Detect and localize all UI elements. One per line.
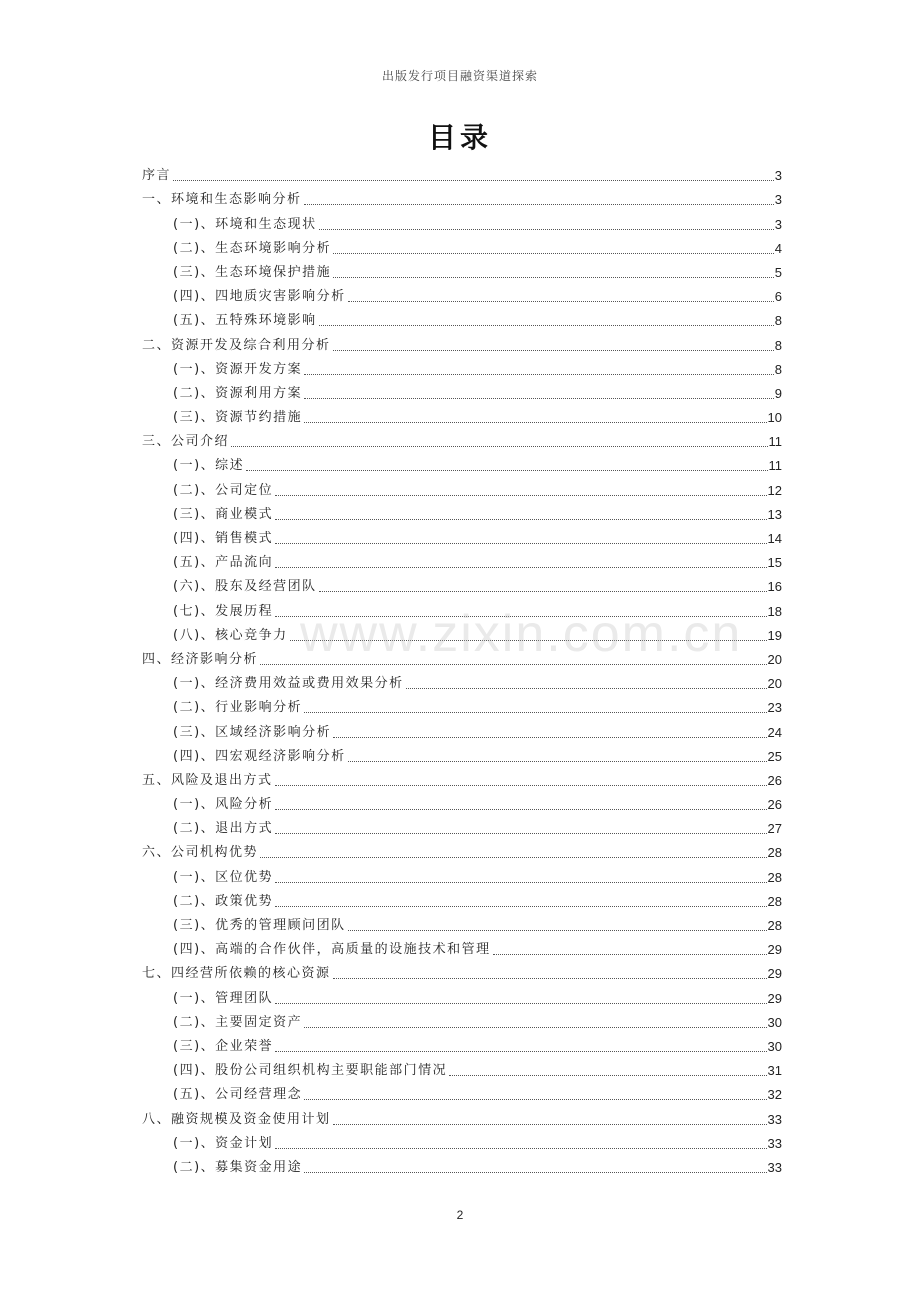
toc-entry[interactable] xyxy=(142,161,782,185)
toc-entry[interactable] xyxy=(142,475,782,499)
toc-leader-dots xyxy=(275,1148,766,1149)
toc-entry-page: 16 xyxy=(767,579,782,595)
toc-entry[interactable] xyxy=(142,959,782,983)
toc-entry-page: 13 xyxy=(767,506,782,522)
toc-entry-page: 3 xyxy=(774,192,782,208)
toc-entry[interactable] xyxy=(142,209,782,233)
toc-leader-dots xyxy=(304,1027,766,1028)
toc-entry[interactable] xyxy=(142,742,782,766)
toc-entry-page: 29 xyxy=(767,942,782,958)
toc-entry-label: 序言 xyxy=(142,168,172,184)
toc-entry-label: (五)、产品流向 xyxy=(173,555,274,571)
toc-entry[interactable] xyxy=(142,983,782,1007)
toc-entry-page: 8 xyxy=(774,313,782,329)
toc-leader-dots xyxy=(275,1003,766,1004)
toc-leader-dots xyxy=(260,664,767,665)
toc-leader-dots xyxy=(275,785,767,786)
toc-leader-dots xyxy=(275,519,766,520)
toc-entry-label: (一)、环境和生态现状 xyxy=(173,216,317,232)
toc-leader-dots xyxy=(275,616,766,617)
toc-leader-dots xyxy=(275,882,766,883)
toc-entry-label: (二)、行业影响分析 xyxy=(173,700,303,716)
toc-entry-label: (四)、四宏观经济影响分析 xyxy=(173,748,346,764)
toc-entry-label: (二)、退出方式 xyxy=(173,821,274,837)
toc-entry-page: 28 xyxy=(767,845,782,861)
toc-entry[interactable] xyxy=(142,524,782,548)
toc-entry[interactable] xyxy=(142,234,782,258)
toc-leader-dots xyxy=(231,446,767,447)
toc-entry[interactable] xyxy=(142,621,782,645)
toc-leader-dots xyxy=(275,543,766,544)
toc-entry-label: (二)、主要固定资产 xyxy=(173,1014,303,1030)
toc-entry[interactable] xyxy=(142,911,782,935)
toc-entry-label: (一)、资金计划 xyxy=(173,1135,274,1151)
toc-entry-label: 一、环境和生态影响分析 xyxy=(142,192,302,208)
toc-entry-label: 三、公司介绍 xyxy=(142,434,230,450)
toc-entry-label: (三)、资源节约措施 xyxy=(173,410,303,426)
toc-entry[interactable] xyxy=(142,717,782,741)
toc-leader-dots xyxy=(493,954,767,955)
running-header: 出版发行项目融资渠道探索 xyxy=(381,69,538,83)
toc-entry-page: 29 xyxy=(767,990,782,1006)
toc-entry-page: 29 xyxy=(767,966,782,982)
toc-entry-page: 33 xyxy=(767,1111,782,1127)
toc-entry[interactable] xyxy=(142,1129,782,1153)
toc-entry[interactable] xyxy=(142,1153,782,1177)
toc-entry-page: 28 xyxy=(767,893,782,909)
toc-entry-page: 25 xyxy=(767,748,782,764)
toc-entry-label: 二、资源开发及综合利用分析 xyxy=(142,337,331,353)
toc-leader-dots xyxy=(173,180,774,181)
toc-entry[interactable] xyxy=(142,403,782,427)
toc-leader-dots xyxy=(304,712,766,713)
toc-entry[interactable] xyxy=(142,596,782,620)
toc-entry-label: (八)、核心竞争力 xyxy=(173,627,288,643)
toc-entry-label: (四)、股份公司组织机构主要职能部门情况 xyxy=(173,1063,448,1079)
toc-leader-dots xyxy=(304,422,766,423)
toc-leader-dots xyxy=(304,1172,766,1173)
toc-entry-page: 11 xyxy=(768,434,782,450)
toc-entry-page: 33 xyxy=(767,1135,782,1151)
toc-entry[interactable] xyxy=(142,766,782,790)
toc-entry-label: (一)、风险分析 xyxy=(173,797,274,813)
toc-entry[interactable] xyxy=(142,1008,782,1032)
toc-entry-label: 六、公司机构优势 xyxy=(142,845,259,861)
toc-entry-label: (四)、四地质灾害影响分析 xyxy=(173,289,346,305)
toc-entry-label: (五)、五特殊环境影响 xyxy=(173,313,317,329)
toc-entry-label: (一)、管理团队 xyxy=(173,990,274,1006)
toc-entry-page: 18 xyxy=(767,603,782,619)
toc-entry-page: 9 xyxy=(774,385,782,401)
toc-leader-dots xyxy=(333,978,767,979)
toc-leader-dots xyxy=(304,374,774,375)
toc-leader-dots xyxy=(406,688,767,689)
toc-leader-dots xyxy=(304,1099,766,1100)
toc-entry[interactable] xyxy=(142,862,782,886)
toc-leader-dots xyxy=(275,567,766,568)
toc-entry[interactable] xyxy=(142,693,782,717)
toc-entry-page: 33 xyxy=(767,1159,782,1175)
toc-leader-dots xyxy=(319,229,774,230)
toc-entry-page: 10 xyxy=(767,410,782,426)
toc-leader-dots xyxy=(333,737,766,738)
toc-entry-page: 19 xyxy=(767,627,782,643)
toc-leader-dots xyxy=(304,204,774,205)
watermark: www.zixin.com.cn xyxy=(300,605,743,663)
toc-entry-page: 23 xyxy=(767,700,782,716)
toc-leader-dots xyxy=(449,1075,766,1076)
toc-entry-page: 6 xyxy=(774,289,782,305)
toc-entry-label: (一)、区位优势 xyxy=(173,869,274,885)
toc-entry-page: 28 xyxy=(767,918,782,933)
toc-entry[interactable] xyxy=(142,572,782,596)
toc-entry[interactable] xyxy=(142,355,782,379)
toc-entry-label: (四)、高端的合作伙伴，高质量的设施技术和管理 xyxy=(173,942,491,958)
toc-entry[interactable] xyxy=(142,669,782,693)
toc-entry[interactable] xyxy=(142,935,782,959)
toc-entry-label: (六)、股东及经营团队 xyxy=(173,579,317,595)
toc-entry-page: 4 xyxy=(774,240,782,256)
toc-entry[interactable] xyxy=(142,1080,782,1104)
toc-entry-page: 14 xyxy=(767,531,782,546)
toc-entry-page: 32 xyxy=(767,1087,782,1103)
toc-leader-dots xyxy=(275,495,766,496)
toc-entry-page: 26 xyxy=(767,772,782,788)
toc-leader-dots xyxy=(348,301,774,302)
toc-entry-page: 8 xyxy=(774,361,782,377)
toc-entry[interactable] xyxy=(142,500,782,524)
toc-entry-label: (三)、生态环境保护措施 xyxy=(173,264,332,280)
toc-entry-label: 五、风险及退出方式 xyxy=(142,772,273,788)
toc-leader-dots xyxy=(290,640,767,641)
toc-leader-dots xyxy=(333,350,774,351)
toc-entry[interactable] xyxy=(142,306,782,330)
toc-leader-dots xyxy=(333,1124,767,1125)
toc-entry-page: 26 xyxy=(767,797,782,813)
toc-entry[interactable] xyxy=(142,1104,782,1128)
toc-entry-label: (二)、资源利用方案 xyxy=(173,385,303,401)
toc-entry[interactable] xyxy=(142,1032,782,1056)
toc-entry[interactable] xyxy=(142,548,782,572)
toc-leader-dots xyxy=(348,761,767,762)
toc-entry-label: (五)、公司经营理念 xyxy=(173,1087,303,1103)
page-title: 目录 xyxy=(427,121,492,154)
toc-entry-page: 30 xyxy=(767,1014,782,1030)
toc-leader-dots xyxy=(246,470,767,471)
toc-entry-label: (三)、区域经济影响分析 xyxy=(173,724,332,740)
toc-entry-page: 20 xyxy=(767,651,782,667)
toc-entry[interactable] xyxy=(142,814,782,838)
toc-entry-label: (一)、经济费用效益或费用效果分析 xyxy=(173,676,404,692)
toc-entry-label: (二)、政策优势 xyxy=(173,893,274,909)
toc-leader-dots xyxy=(275,1051,766,1052)
toc-entry[interactable] xyxy=(142,427,782,451)
toc-entry-label: 四、经济影响分析 xyxy=(142,651,259,667)
toc-entry[interactable] xyxy=(142,887,782,911)
toc-leader-dots xyxy=(319,325,774,326)
toc-entry-label: (二)、募集资金用途 xyxy=(173,1159,303,1175)
toc-entry-page: 12 xyxy=(767,482,782,498)
toc-leader-dots xyxy=(275,809,766,810)
toc-entry-label: (三)、优秀的管理顾问团队 xyxy=(173,918,346,933)
toc-entry-page: 5 xyxy=(774,264,782,280)
toc-entry[interactable] xyxy=(142,185,782,209)
toc-leader-dots xyxy=(333,277,774,278)
toc-entry[interactable] xyxy=(142,790,782,814)
toc-leader-dots xyxy=(319,591,767,592)
toc-entry-label: 七、四经营所依赖的核心资源 xyxy=(142,966,331,982)
toc-leader-dots xyxy=(275,833,766,834)
table-of-contents xyxy=(142,161,782,1177)
toc-entry-label: 八、融资规模及资金使用计划 xyxy=(142,1111,331,1127)
toc-entry-page: 3 xyxy=(774,216,782,232)
toc-entry-page: 3 xyxy=(774,168,782,184)
toc-entry-label: (一)、综述 xyxy=(173,458,245,474)
toc-entry[interactable] xyxy=(142,451,782,475)
toc-entry-label: (三)、企业荣誉 xyxy=(173,1038,274,1054)
toc-entry[interactable] xyxy=(142,838,782,862)
toc-entry[interactable] xyxy=(142,282,782,306)
toc-entry-page: 27 xyxy=(767,821,782,837)
toc-leader-dots xyxy=(333,253,774,254)
toc-entry[interactable] xyxy=(142,645,782,669)
toc-entry-page: 24 xyxy=(767,724,782,740)
toc-entry-label: (七)、发展历程 xyxy=(173,603,274,619)
toc-entry[interactable] xyxy=(142,330,782,354)
toc-leader-dots xyxy=(348,930,767,931)
toc-leader-dots xyxy=(260,857,767,858)
toc-entry[interactable] xyxy=(142,1056,782,1080)
toc-entry-page: 28 xyxy=(767,869,782,885)
toc-entry-page: 8 xyxy=(774,337,782,353)
page-number: 2 xyxy=(456,1208,464,1222)
toc-entry-label: (四)、销售模式 xyxy=(173,531,274,546)
toc-entry-label: (一)、资源开发方案 xyxy=(173,361,303,377)
toc-entry-label: (二)、生态环境影响分析 xyxy=(173,240,332,256)
toc-entry[interactable] xyxy=(142,258,782,282)
toc-entry-label: (三)、商业模式 xyxy=(173,506,274,522)
toc-entry-page: 11 xyxy=(768,458,782,474)
toc-entry-page: 15 xyxy=(767,555,782,571)
toc-entry[interactable] xyxy=(142,379,782,403)
toc-entry-page: 30 xyxy=(767,1038,782,1054)
toc-entry-label: (二)、公司定位 xyxy=(173,482,274,498)
toc-entry-page: 31 xyxy=(767,1063,782,1079)
toc-leader-dots xyxy=(275,906,766,907)
toc-leader-dots xyxy=(304,398,774,399)
toc-entry-page: 20 xyxy=(767,676,782,692)
